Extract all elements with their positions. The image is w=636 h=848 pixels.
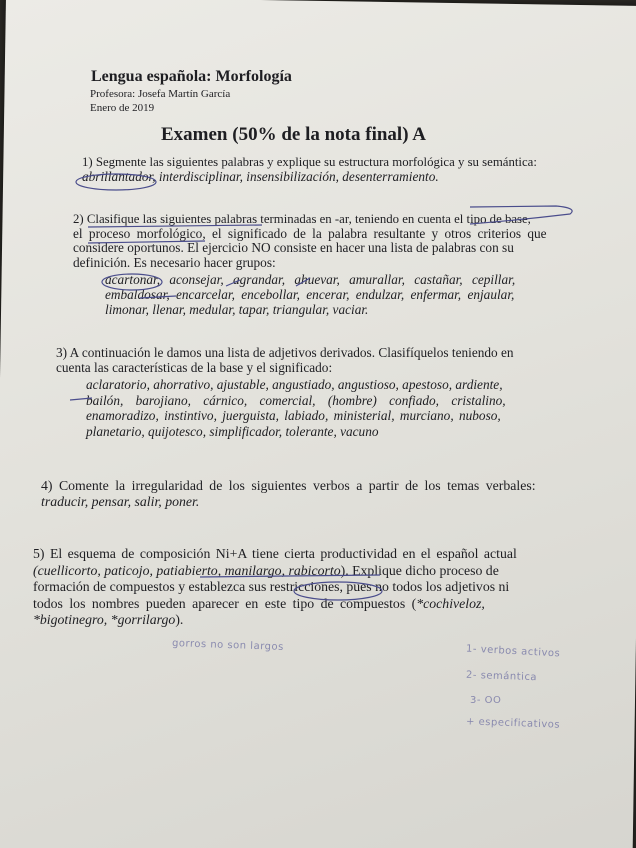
handwritten-note-3: 2- semántica bbox=[465, 669, 538, 684]
handwritten-note-4: 3- OO bbox=[470, 695, 502, 706]
exam-title: Examen (50% de la nota final) A bbox=[161, 124, 426, 145]
question-1-text: 1) Segmente las siguientes palabras y explique su estructura morfológica y su semántica: bbox=[82, 155, 537, 169]
question-3-words-2: bailón, barojiano, cárnico, comercial, (hombre) confiado, cristalino, bbox=[86, 392, 506, 408]
question-2-line-3: considere oportunos. El ejercicio NO consiste en hacer una lista de palabras con su bbox=[73, 240, 514, 255]
handwritten-note-2: 1- verbos activos bbox=[465, 643, 561, 660]
question-5-examples: (cuellicorto, paticojo, patiabierto, manilargo, rabicorto bbox=[33, 562, 341, 578]
underline-rabicorto bbox=[200, 575, 380, 577]
handwritten-note-5: + especificativos bbox=[465, 716, 561, 731]
circle-restricciones bbox=[294, 582, 382, 600]
question-2-line-1: 2) Clasifique las siguientes palabras terminadas en -ar, teniendo en cuenta el tipo de base, bbox=[73, 212, 531, 226]
underline-proceso-morfologico bbox=[88, 241, 205, 243]
question-5-line-5-rest: ). bbox=[175, 612, 184, 627]
exam-date: Enero de 2019 bbox=[90, 102, 155, 114]
dash-bailon bbox=[70, 398, 92, 400]
tick-mark-2 bbox=[296, 278, 310, 286]
question-2-words-1: acartonar, aconsejar, agrandar, ahuevar, amurallar, castañar, cepillar, bbox=[105, 272, 516, 287]
question-5-line-3: formación de compuestos y establezca sus restricciones, pues no todos los adjetivos ni bbox=[33, 579, 510, 594]
question-5-line-1: 5) El esquema de composición Ni+A tiene cierta productividad en el español actual bbox=[33, 546, 517, 561]
underline-clasifique bbox=[88, 225, 262, 227]
tick-mark-3 bbox=[140, 296, 176, 298]
question-5-example-1: *cochiveloz, bbox=[416, 595, 485, 611]
question-3-words-4: planetario, quijotesco, simplificador, tolerante, vacuno bbox=[86, 423, 379, 439]
question-4-text: 4) Comente la irregularidad de los siguientes verbos a partir de los temas verbales: bbox=[41, 478, 536, 493]
question-3-words-3: enamoradizo, instintivo, juerguista, labiado, ministerial, murciano, nuboso, bbox=[86, 408, 501, 423]
question-1-words: abrillantador, interdisciplinar, insensibilización, desenterramiento. bbox=[82, 168, 439, 184]
question-2-words-2: embaldosar, encarcelar, encebollar, encerar, endulzar, enfermar, enjaular, bbox=[105, 287, 515, 302]
question-4-words: traducir, pensar, salir, poner. bbox=[41, 494, 200, 509]
question-3-words-1: aclaratorio, ahorrativo, ajustable, angustiado, angustioso, apestoso, ardiente, bbox=[86, 377, 503, 392]
underline-tipo-de-base bbox=[470, 206, 572, 224]
question-2-words-3: limonar, llenar, medular, tapar, triangular, vaciar. bbox=[105, 302, 369, 317]
question-3-line-2: cuenta las características de la base y el significado: bbox=[56, 359, 333, 375]
question-5-examples-2: *bigotinegro, *gorrilargo bbox=[33, 612, 176, 627]
teacher-name: Profesora: Josefa Martín García bbox=[90, 88, 231, 100]
question-2-line-2: el proceso morfológico, el significado de la palabra resultante y otros criterios que bbox=[73, 225, 547, 241]
circle-abrillantador bbox=[76, 174, 156, 190]
tick-mark-1 bbox=[226, 280, 240, 286]
course-title: Lengua española: Morfología bbox=[91, 68, 292, 85]
handwritten-note-1: gorros no son largos bbox=[171, 638, 284, 653]
circle-acartonar bbox=[102, 274, 162, 290]
question-5-line-4-text: todos los nombres pueden aparecer en este tipo de compuestos ( bbox=[33, 595, 417, 611]
question-2-line-4: definición. Es necesario hacer grupos: bbox=[73, 254, 276, 270]
question-5-line-2-rest: ). Explique dicho proceso de bbox=[340, 562, 499, 578]
question-3-line-1: 3) A continuación le damos una lista de adjetivos derivados. Clasifíquelos teniendo en bbox=[56, 345, 514, 360]
